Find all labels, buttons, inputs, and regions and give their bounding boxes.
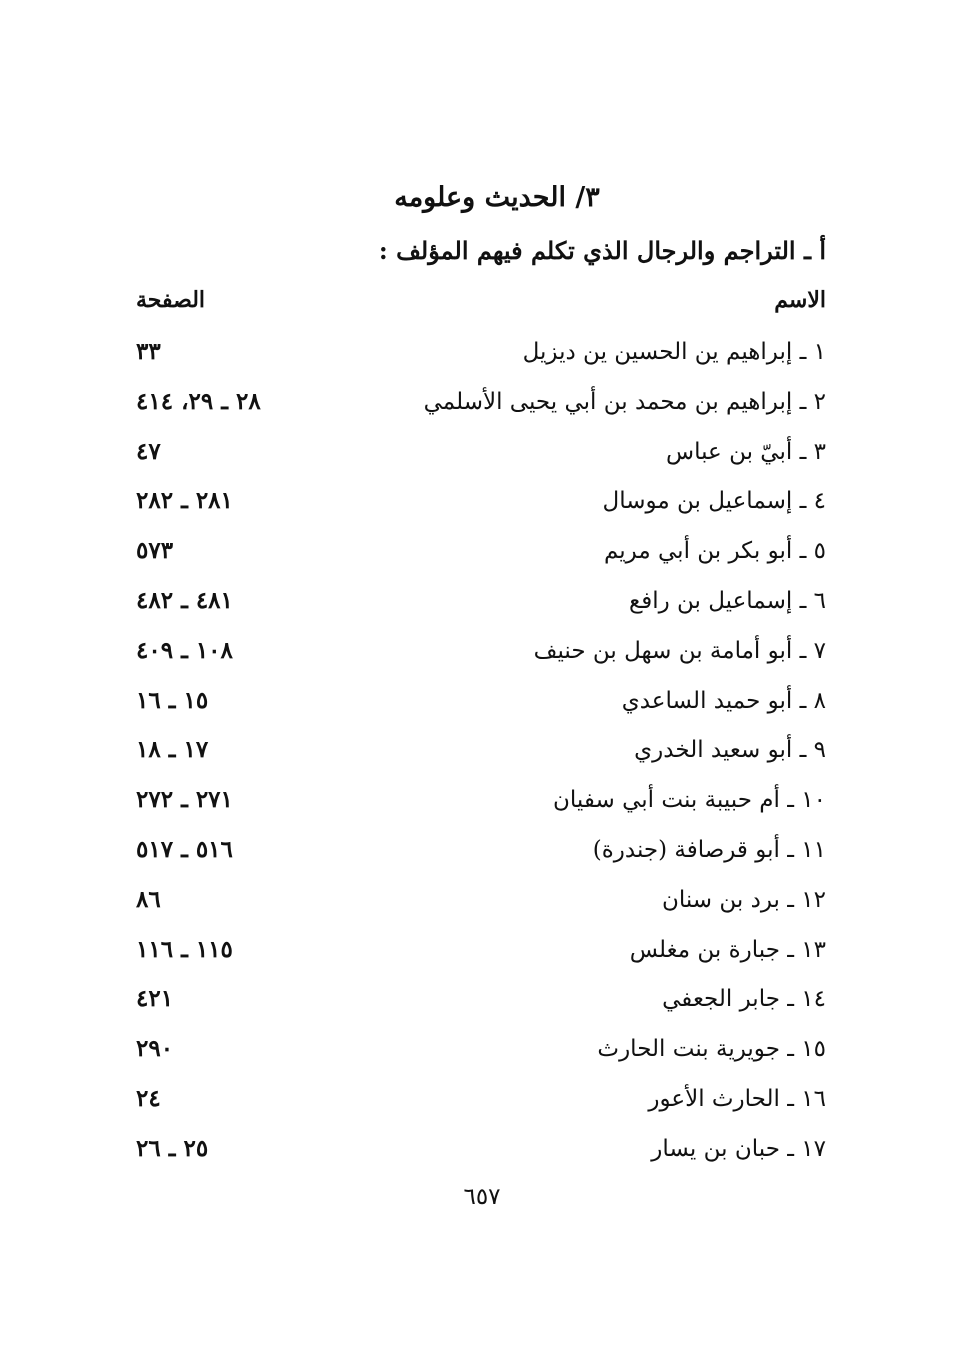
person-name: ٩ ـ أبو سعيد الخدري <box>634 737 826 764</box>
list-item <box>0 1025 964 1075</box>
page-reference: ٣٣ <box>136 338 161 365</box>
person-name: ١٠ ـ أم حبيبة بنت أبي سفيان <box>553 787 826 814</box>
list-item <box>0 776 964 826</box>
list-item <box>0 876 964 926</box>
list-item <box>0 378 964 428</box>
person-name: ٥ ـ أبو بكر بن أبي مريم <box>603 538 826 565</box>
list-item <box>0 577 964 627</box>
page-reference: ١٥ ـ ١٦ <box>136 686 209 714</box>
person-name: ٨ ـ أبو حميد الساعدي <box>621 687 826 714</box>
person-name: ٣ ـ أبيّ بن عباس <box>666 438 826 465</box>
page-reference: ٢٧١ ـ ٢٧٢ <box>136 786 233 814</box>
person-name: ٢ ـ إبراهيم بن محمد بن أبي يحيى الأسلمي <box>423 388 826 415</box>
page-reference: ٤٧ <box>136 437 161 465</box>
list-item <box>0 328 964 378</box>
page-reference: ١٧ ـ ١٨ <box>136 736 209 764</box>
page-reference: ٨٦ <box>136 885 161 913</box>
list-item <box>0 926 964 976</box>
page-reference: ٤٢١ <box>136 985 174 1013</box>
list-item <box>0 1075 964 1125</box>
page-reference: ٥١٦ ـ ٥١٧ <box>136 835 233 863</box>
name-column-header: الاسم <box>774 287 826 313</box>
page-reference: ٥٧٣ <box>136 537 174 565</box>
person-name: ١٢ ـ برد بن سنان <box>661 886 826 913</box>
person-name: ١١ ـ أبو قرصافة (جندرة) <box>592 836 826 863</box>
person-name: ٦ ـ إسماعيل بن رافع <box>628 587 826 614</box>
list-item <box>0 477 964 527</box>
page-reference: ٢٥ ـ ٢٦ <box>136 1134 209 1162</box>
person-name: ١٤ ـ جابر الجعفي <box>662 986 826 1013</box>
section-subtitle: أ ـ التراجم والرجال الذي تكلم فيهم المؤلف : <box>378 236 826 265</box>
person-name: ١٦ ـ الحارث الأعور <box>648 1085 826 1112</box>
page-reference: ٤٨١ ـ ٤٨٢ <box>136 586 233 614</box>
page-reference: ١١٥ ـ ١١٦ <box>136 935 233 963</box>
list-item <box>0 428 964 478</box>
page-number: ٦٥٧ <box>463 1184 501 1210</box>
list-item <box>0 627 964 677</box>
page-reference: ٢٨١ ـ ٢٨٢ <box>136 487 233 515</box>
list-item <box>0 726 964 776</box>
person-name: ٤ ـ إسماعيل بن موسال <box>602 488 826 515</box>
person-name: ٧ ـ أبو أمامة بن سهل بن حنيف <box>533 637 826 664</box>
page-reference: ٢٩٠ <box>136 1035 174 1063</box>
person-name: ١٥ ـ جويرية بنت الحارث <box>597 1036 826 1063</box>
list-item <box>0 527 964 577</box>
person-name: ١٧ ـ حبان بن يسار <box>651 1135 826 1162</box>
page-reference: ١٠٨ ـ ٤٠٩ <box>136 636 233 664</box>
list-item <box>0 826 964 876</box>
section-title: ٣/ الحديث وعلومه <box>394 182 600 213</box>
page-column-header: الصفحة <box>136 287 206 313</box>
page-reference: ٢٤ <box>136 1084 161 1112</box>
list-item <box>0 975 964 1025</box>
page-reference: ٢٨ ـ ٢٩، ٤١٤ <box>136 387 261 415</box>
person-name: ١٣ ـ جبارة بن مغلس <box>629 936 826 963</box>
index-list <box>0 328 964 1175</box>
person-name: ١ ـ إبراهيم ين الحسين ين ديزيل <box>522 339 826 365</box>
list-item <box>0 677 964 727</box>
list-item <box>0 1125 964 1175</box>
